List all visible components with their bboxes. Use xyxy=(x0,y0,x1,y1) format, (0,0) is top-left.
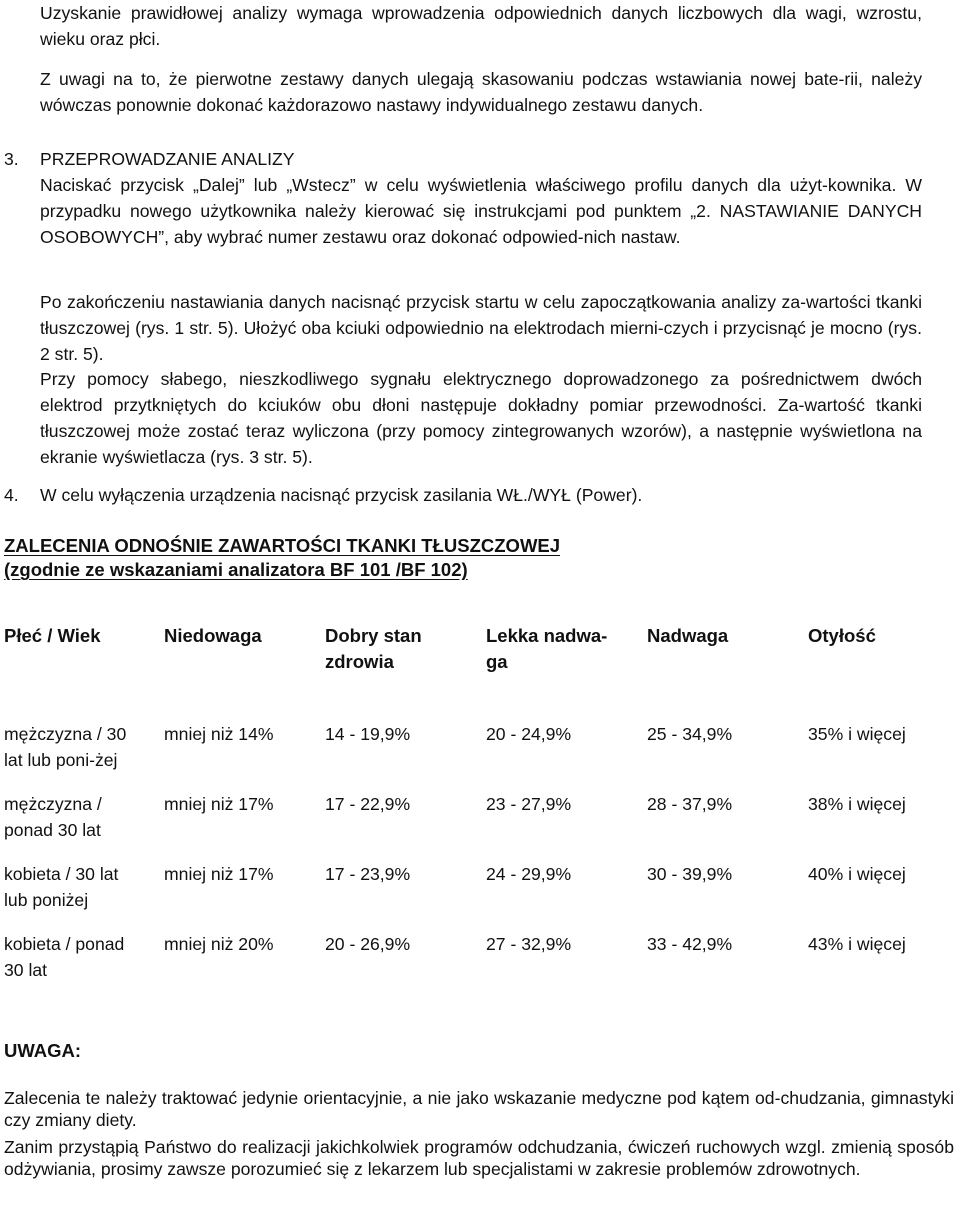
cell-slight-overweight: 20 - 24,9% xyxy=(486,724,572,744)
cell-overweight: 30 - 39,9% xyxy=(647,864,733,884)
cell-group: mężczyzna / ponad 30 lat xyxy=(4,794,102,840)
cell-slight-overweight: 23 - 27,9% xyxy=(486,794,572,814)
table-row xyxy=(4,931,944,1001)
section-3-paragraph-3: Przy pomocy słabego, nieszkodliwego sygnału elektrycznego doprowadzonego za pośrednictwem dwóch elektrod przytkniętych do kciuków obu dłoni następuje dokładny pomiar przewodności. Za-wartość tkanki tłuszczowej może zostać teraz wyliczona (przy pomocy zintegrowanych wzorów), a następnie wyświetlona na ekranie wyświetlacza (rys. 3 str. 5). xyxy=(40,369,922,467)
cell-obesity: 43% i więcej xyxy=(808,934,906,954)
warning-label: UWAGA: xyxy=(4,1040,82,1061)
header-healthy: Dobry stan zdrowia xyxy=(325,625,422,672)
table-row xyxy=(4,861,944,931)
header-obesity: Otyłość xyxy=(808,625,876,646)
cell-slight-overweight: 27 - 32,9% xyxy=(486,934,572,954)
cell-underweight: mniej niż 14% xyxy=(164,724,274,744)
cell-healthy: 14 - 19,9% xyxy=(325,724,411,744)
section-4-text: W celu wyłączenia urządzenia nacisnąć przycisk zasilania WŁ./WYŁ (Power). xyxy=(40,485,643,505)
cell-overweight: 28 - 37,9% xyxy=(647,794,733,814)
table-row xyxy=(4,791,944,861)
cell-healthy: 17 - 23,9% xyxy=(325,864,411,884)
section-3-paragraph-1: Naciskać przycisk „Dalej” lub „Wstecz” w celu wyświetlenia właściwego profilu danych dla użyt-kownika. W przypadku nowego użytkownika należy kierować się instrukcjami pod punktem „2. NASTAWIANIE DANYCH OSOBOWYCH”, aby wybrać numer zestawu oraz dokonać odpowied-nich nastaw. xyxy=(40,175,922,247)
cell-obesity: 40% i więcej xyxy=(808,864,906,884)
section-3-paragraph-2: Po zakończeniu nastawiania danych nacisnąć przycisk startu w celu zapoczątkowania analizy za-wartości tkanki tłuszczowej (rys. 1 str. 5). Ułożyć oba kciuki odpowiednio na elektrodach mierni-czych i przycisnąć je mocno (rys. 2 str. 5). xyxy=(40,292,922,364)
warning-paragraph-1: Zalecenia te należy traktować jedynie orientacyjnie, a nie jako wskazanie medyczne pod kątem od-chudzania, gimnastyki czy zmiany diety. xyxy=(4,1088,954,1130)
header-slight-overweight: Lekka nadwa-ga xyxy=(486,625,608,672)
cell-obesity: 38% i więcej xyxy=(808,794,906,814)
header-underweight: Niedowaga xyxy=(164,625,262,646)
cell-healthy: 20 - 26,9% xyxy=(325,934,411,954)
cell-overweight: 33 - 42,9% xyxy=(647,934,733,954)
cell-group: mężczyzna / 30 lat lub poni-żej xyxy=(4,724,127,770)
cell-underweight: mniej niż 17% xyxy=(164,794,274,814)
cell-slight-overweight: 24 - 29,9% xyxy=(486,864,572,884)
recommendations-subheading: (zgodnie ze wskazaniami analizatora BF 101 /BF 102) xyxy=(4,559,468,580)
cell-group: kobieta / 30 lat lub poniżej xyxy=(4,864,119,910)
section-3-title: PRZEPROWADZANIE ANALIZY xyxy=(40,149,295,169)
table-header-row xyxy=(4,623,944,721)
cell-underweight: mniej niż 20% xyxy=(164,934,274,954)
cell-group: kobieta / ponad 30 lat xyxy=(4,934,125,980)
header-sex-age: Płeć / Wiek xyxy=(4,625,101,646)
intro-paragraph-1: Uzyskanie prawidłowej analizy wymaga wprowadzenia odpowiednich danych liczbowych dla wagi, wzrostu, wieku oraz płci. xyxy=(40,3,922,49)
cell-healthy: 17 - 22,9% xyxy=(325,794,411,814)
header-overweight: Nadwaga xyxy=(647,625,729,646)
cell-overweight: 25 - 34,9% xyxy=(647,724,733,744)
recommendations-heading: ZALECENIA ODNOŚNIE ZAWARTOŚCI TKANKI TŁUSZCZOWEJ xyxy=(4,535,561,556)
table-row xyxy=(4,721,944,791)
warning-paragraph-2: Zanim przystąpią Państwo do realizacji jakichkolwiek programów odchudzania, ćwiczeń ruchowych wzgl. zmienią sposób odżywiania, prosimy zawsze porozumieć się z lekarzem lub specjalistami w zakresie problemów zdrowotnych. xyxy=(4,1137,954,1179)
cell-underweight: mniej niż 17% xyxy=(164,864,274,884)
section-3-number: 3. xyxy=(4,149,19,169)
section-4-number: 4. xyxy=(4,485,19,505)
cell-obesity: 35% i więcej xyxy=(808,724,906,744)
intro-paragraph-2: Z uwagi na to, że pierwotne zestawy danych ulegają skasowaniu podczas wstawiania nowej bate-rii, należy wówczas ponownie dokonać każdorazowo nastawy indywidualnego zestawu danych. xyxy=(40,69,922,115)
body-fat-table xyxy=(4,623,944,1001)
